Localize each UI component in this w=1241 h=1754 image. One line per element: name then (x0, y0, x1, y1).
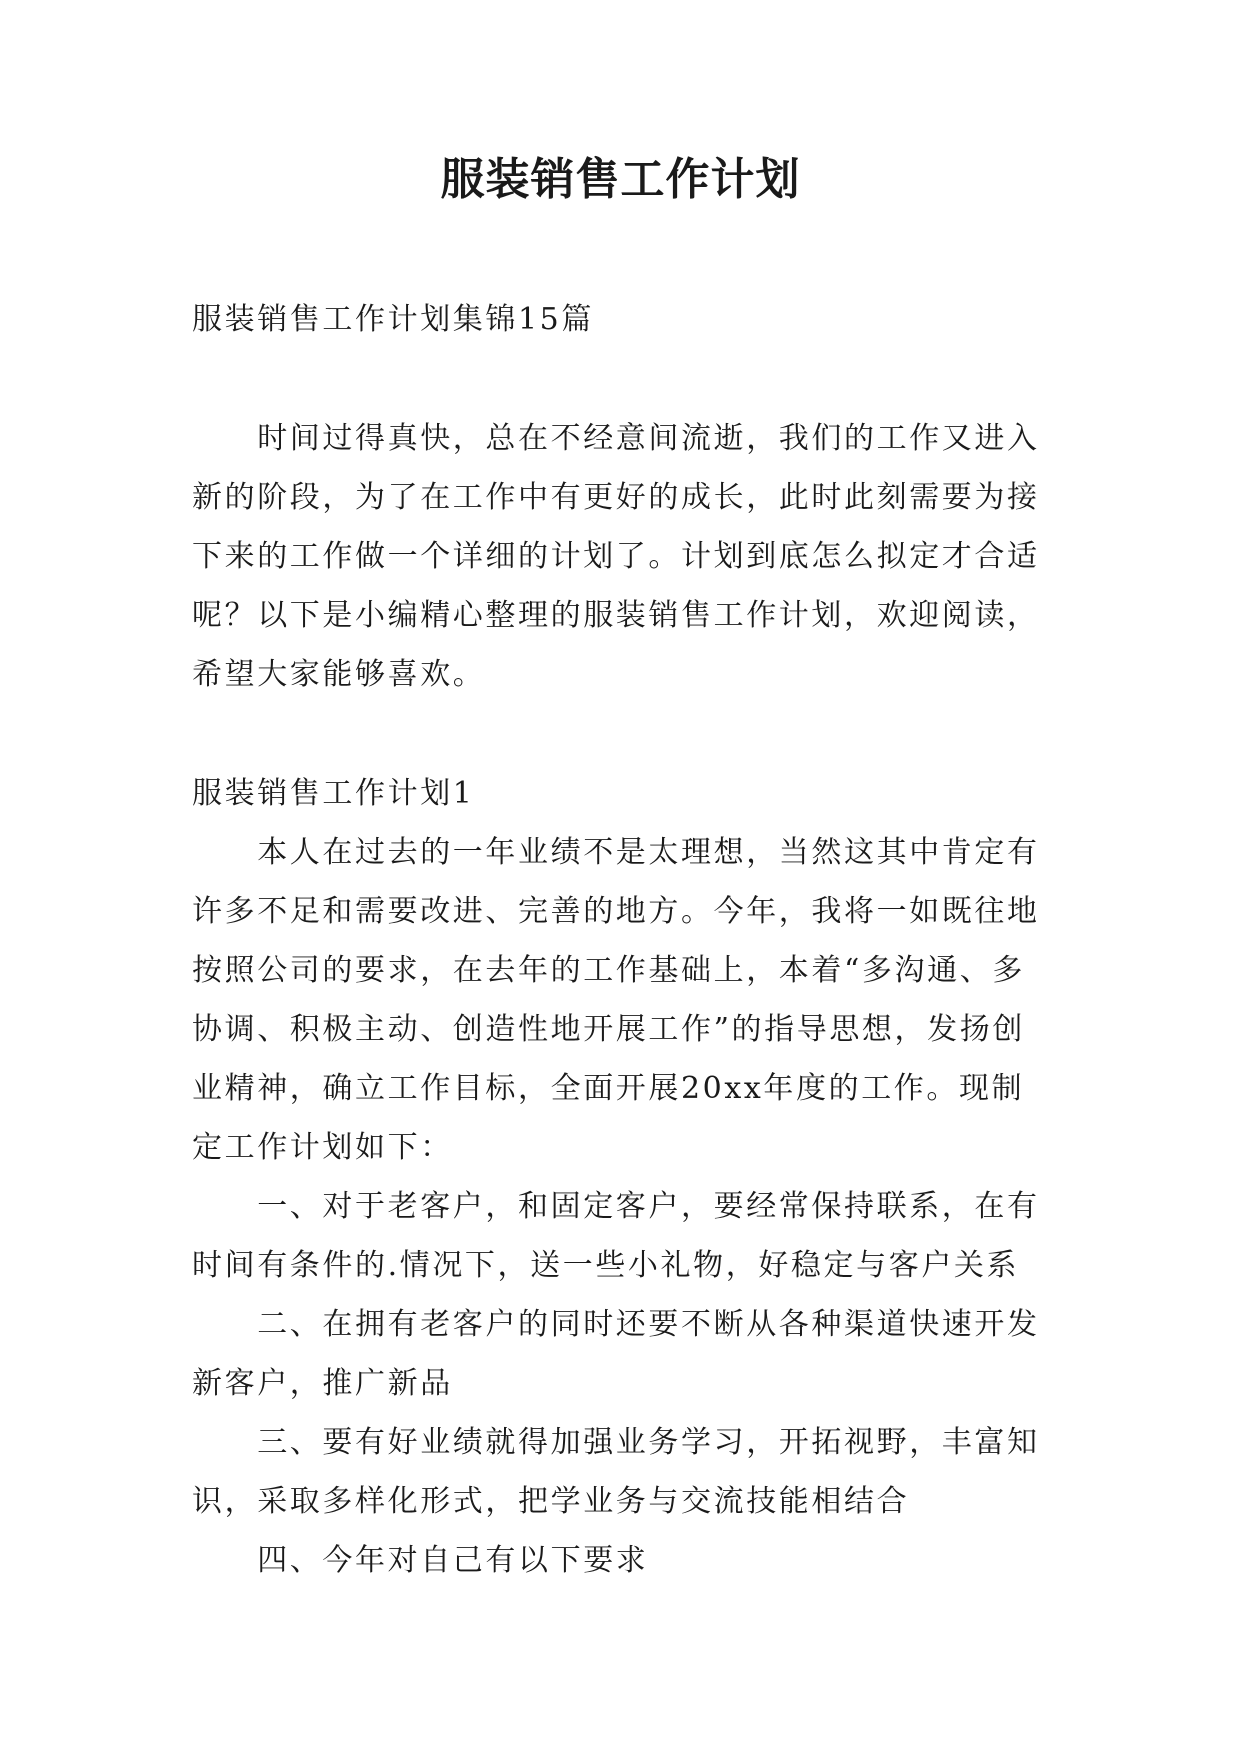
intro-line: 新的阶段，为了在工作中有更好的成长，此时此刻需要为接 (192, 480, 1040, 515)
body-line: 本人在过去的一年业绩不是太理想，当然这其中肯定有 (192, 835, 1040, 870)
body-line: 四、今年对自己有以下要求 (192, 1543, 649, 1578)
body-line: 识，采取多样化形式，把学业务与交流技能相结合 (192, 1484, 910, 1519)
document-title: 服装销售工作计划 (440, 154, 801, 205)
intro-line: 呢？以下是小编精心整理的服装销售工作计划，欢迎阅读， (192, 598, 1040, 633)
body-line: 二、在拥有老客户的同时还要不断从各种渠道快速开发 (192, 1307, 1040, 1342)
intro-line: 下来的工作做一个详细的计划了。计划到底怎么拟定才合适 (192, 539, 1040, 574)
body-line: 协调、积极主动、创造性地开展工作”的指导思想，发扬创 (192, 1012, 1025, 1047)
document-subtitle: 服装销售工作计划集锦15篇 (192, 302, 594, 337)
body-line: 新客户，推广新品 (192, 1366, 453, 1401)
body-line: 三、要有好业绩就得加强业务学习，开拓视野，丰富知 (192, 1425, 1040, 1460)
document-body (192, 290, 1072, 1590)
body-line: 一、对于老客户，和固定客户，要经常保持联系，在有 (192, 1189, 1040, 1224)
body-line: 许多不足和需要改进、完善的地方。今年，我将一如既往地 (192, 894, 1040, 929)
intro-line: 希望大家能够喜欢。 (192, 657, 486, 692)
body-line: 定工作计划如下： (192, 1130, 453, 1165)
intro-paragraph (192, 409, 1072, 704)
body-line: 业精神，确立工作目标，全面开展20xx年度的工作。现制 (192, 1071, 1025, 1106)
body-line: 时间有条件的.情况下，送一些小礼物，好稳定与客户关系 (192, 1248, 1020, 1283)
body-line: 按照公司的要求，在去年的工作基础上，本着“多沟通、多 (192, 953, 1025, 988)
section-heading: 服装销售工作计划1 (192, 776, 475, 811)
section-body (192, 823, 1072, 1590)
intro-line: 时间过得真快，总在不经意间流逝，我们的工作又进入 (192, 421, 1040, 456)
